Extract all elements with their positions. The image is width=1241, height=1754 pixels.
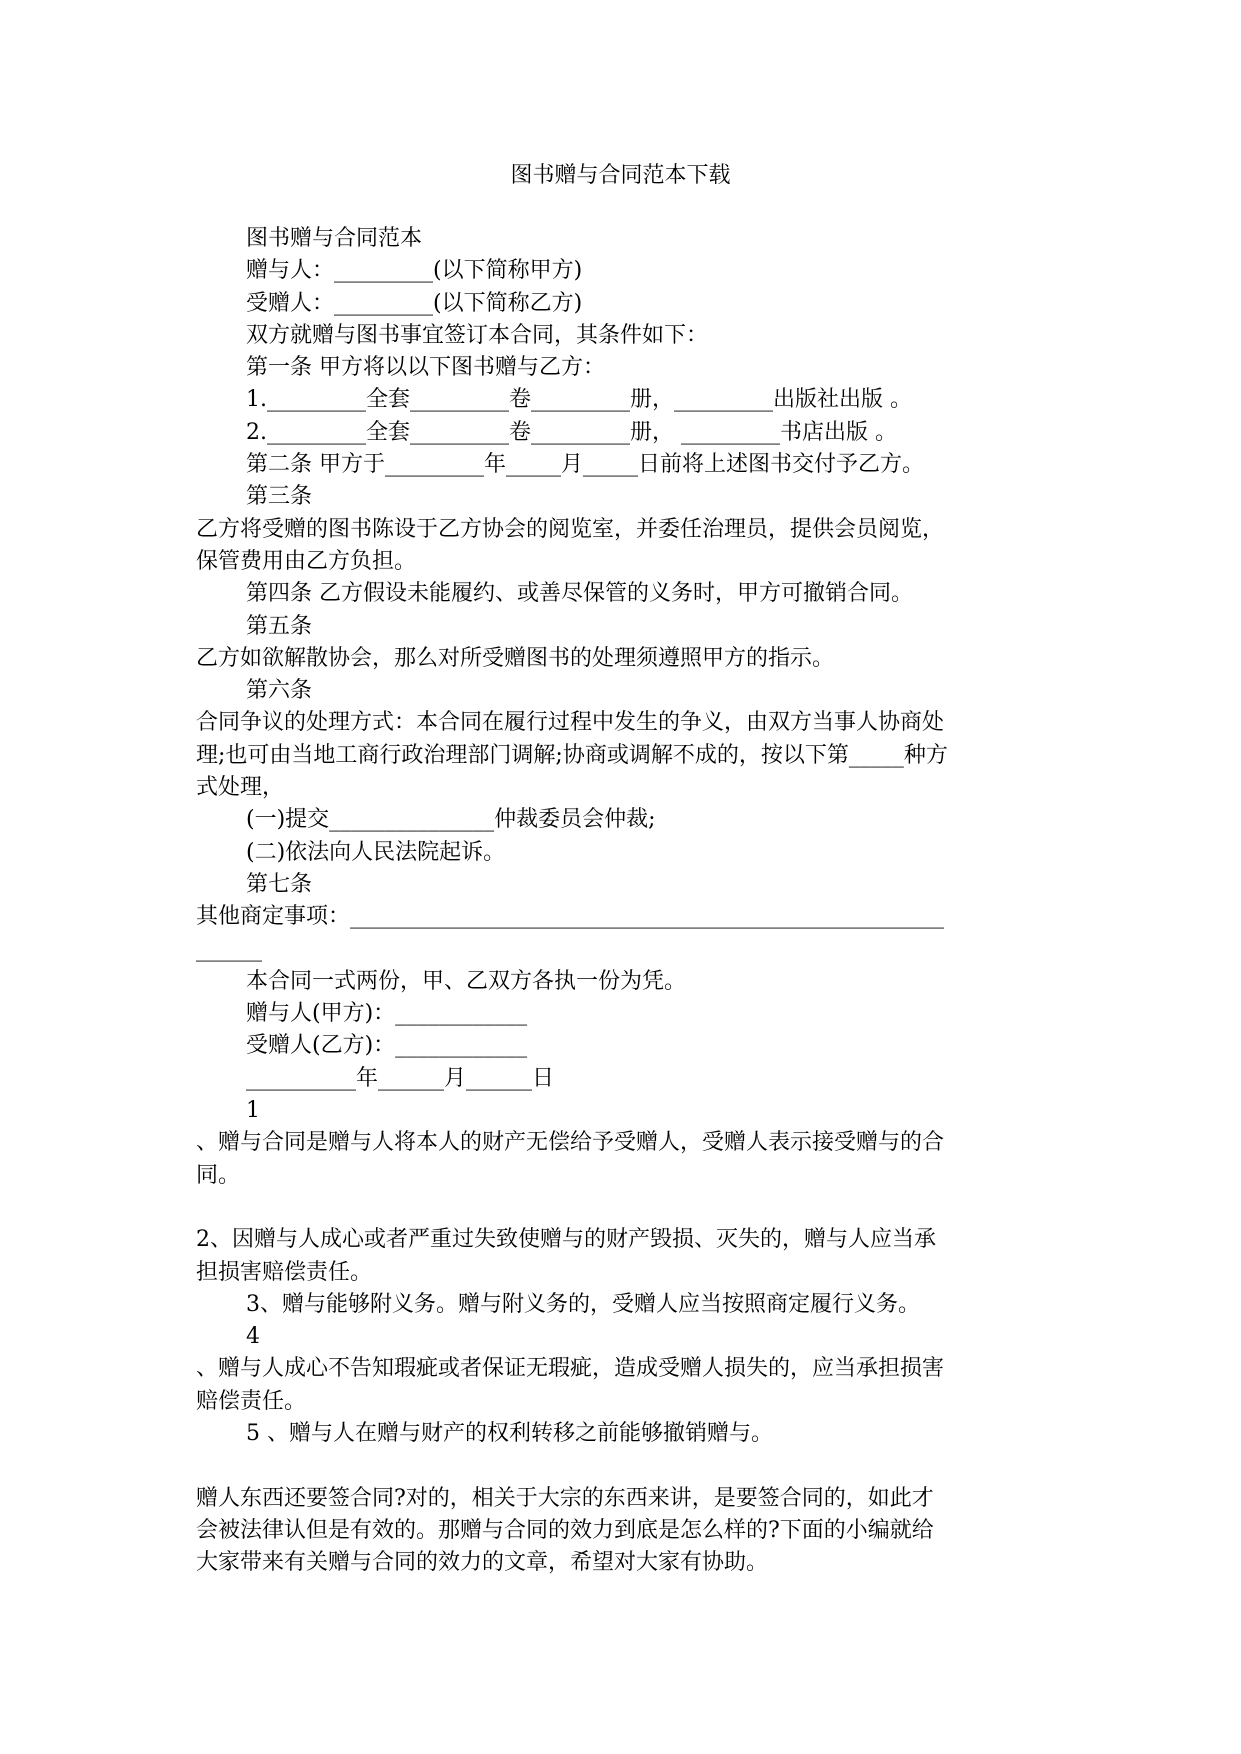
- text-line: 乙方如欲解散协会，那么对所受赠图书的处理须遵照甲方的指示。: [196, 645, 835, 671]
- document-title: 图书赠与合同范本下载: [510, 163, 731, 188]
- text-line: 第五条: [246, 613, 313, 639]
- text-line: 1: [246, 1098, 260, 1124]
- text-line: 第三条: [246, 484, 313, 510]
- text-line: 赠与人(甲方)：____________: [246, 1001, 528, 1027]
- text-line: (二)依法向人民法院起诉。: [246, 839, 506, 865]
- text-line: 会被法律认但是有效的。那赠与合同的效力到底是怎么样的?下面的小编就给: [196, 1517, 934, 1543]
- text-line: 3、赠与能够附义务。赠与附义务的，受赠人应当按照商定履行义务。: [246, 1291, 920, 1317]
- text-line: 、赠与合同是赠与人将本人的财产无偿给予受赠人，受赠人表示接受赠与的合: [196, 1130, 945, 1156]
- text-line: 、赠与人成心不告知瑕疵或者保证无瑕疵，造成受赠人损失的，应当承担损害: [196, 1356, 945, 1382]
- text-line: 同。: [196, 1162, 241, 1188]
- text-line: 2._________全套_________卷_________册， _________书店出版 。: [246, 419, 897, 445]
- text-line: 赠人东西还要签合同?对的，相关于大宗的东西来讲，是要签合同的，如此才: [196, 1485, 934, 1511]
- text-line: [196, 1192, 1056, 1224]
- text-line: 第四条 乙方假设未能履约、或善尽保管的义务时，甲方可撤销合同。: [246, 581, 913, 607]
- text-line: 5 、赠与人在赠与财产的权利转移之前能够撤销赠与。: [246, 1420, 773, 1446]
- text-line: 赔偿责任。: [196, 1388, 307, 1414]
- document-body: [196, 223, 1056, 1579]
- text-line: 理;也可由当地工商行政治理部门调解;协商或调解不成的，按以下第_____种方: [196, 742, 948, 768]
- text-line: [196, 1450, 1056, 1482]
- text-line: 大家带来有关赠与合同的效力的文章，希望对大家有协助。: [196, 1550, 769, 1576]
- text-line: 合同争议的处理方式：本合同在履行过程中发生的争义，由双方当事人协商处: [196, 710, 945, 736]
- text-line: 赠与人：_________(以下简称甲方): [246, 258, 583, 284]
- text-line: ______: [196, 936, 262, 962]
- text-line: 乙方将受赠的图书陈设于乙方协会的阅览室，并委任治理员，提供会员阅览，: [196, 516, 945, 542]
- text-line: 双方就赠与图书事宜签订本合同，其条件如下：: [246, 322, 709, 348]
- text-line: 第一条 甲方将以以下图书赠与乙方：: [246, 355, 605, 381]
- text-line: 2、因赠与人成心或者严重过失致使赠与的财产毁损、灭失的，赠与人应当承: [196, 1227, 936, 1253]
- text-line: 4: [246, 1324, 260, 1350]
- text-line: 式处理，: [196, 775, 285, 801]
- text-line: 第二条 甲方于_________年_____月_____日前将上述图书交付予乙方。: [246, 452, 924, 478]
- text-line: 受赠人(乙方)：____________: [246, 1033, 528, 1059]
- text-line: (一)提交_______________仲裁委员会仲裁;: [246, 807, 656, 833]
- text-line: 图书赠与合同范本: [246, 226, 423, 251]
- text-line: 本合同一式两份，甲、乙双方各执一份为凭。: [246, 968, 687, 994]
- text-line: 其他商定事项：______________________________________________________: [196, 904, 945, 930]
- text-line: 第七条: [246, 871, 313, 897]
- text-line: 担损害赔偿责任。: [196, 1259, 373, 1285]
- text-line: __________年______月______日: [246, 1065, 555, 1091]
- text-line: 受赠人：_________(以下简称乙方): [246, 290, 583, 316]
- text-line: 保管费用由乙方负担。: [196, 548, 417, 574]
- text-line: 第六条: [246, 678, 313, 704]
- text-line: 1._________全套_________卷_________册，_________出版社出版 。: [246, 387, 912, 413]
